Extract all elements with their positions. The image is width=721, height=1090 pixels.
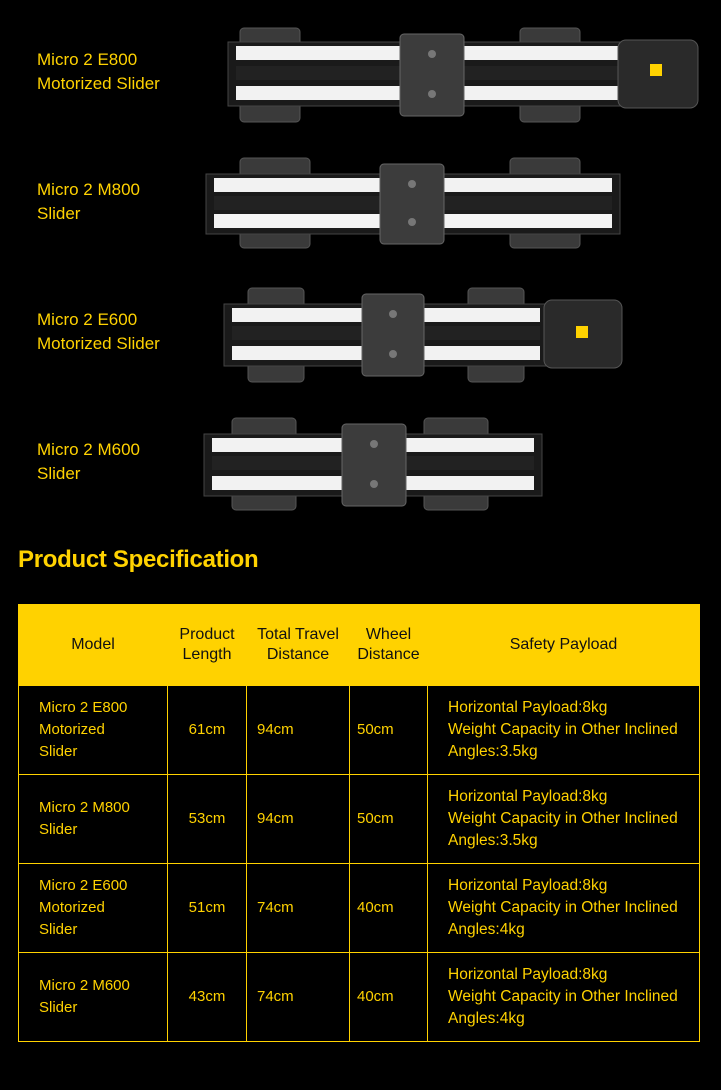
slider-m600-image	[0, 410, 721, 520]
product-e600	[0, 280, 721, 390]
spec-header-row	[19, 605, 700, 686]
cell-length: 53cm	[168, 775, 247, 864]
slider-e800-image	[0, 20, 721, 130]
table-row	[19, 686, 700, 775]
spec-table	[18, 604, 700, 1042]
cell-model: Micro 2 E600 Motorized Slider	[19, 864, 168, 953]
cell-length: 43cm	[168, 953, 247, 1042]
table-row	[19, 864, 700, 953]
cell-wheel: 40cm	[350, 864, 428, 953]
cell-length: 61cm	[168, 686, 247, 775]
product-name: Micro 2 M800 Slider	[37, 180, 140, 223]
product-name: Micro 2 E600 Motorized Slider	[37, 310, 160, 353]
cell-wheel: 40cm	[350, 953, 428, 1042]
cell-payload: Horizontal Payload:8kg Weight Capacity in Other Inclined Angles:3.5kg	[428, 686, 700, 775]
table-row	[19, 953, 700, 1042]
cell-payload: Horizontal Payload:8kg Weight Capacity in Other Inclined Angles:4kg	[428, 864, 700, 953]
slider-m800-image	[0, 150, 721, 260]
header-payload: Safety Payload	[428, 605, 700, 686]
product-e800	[0, 20, 721, 130]
cell-model: Micro 2 M600 Slider	[19, 953, 168, 1042]
carriage	[380, 164, 444, 244]
cell-travel: 94cm	[247, 686, 350, 775]
header-travel: Total Travel Distance	[247, 605, 350, 686]
header-wheel: Wheel Distance	[350, 605, 428, 686]
table-row	[19, 775, 700, 864]
product-name: Micro 2 E800 Motorized Slider	[37, 50, 160, 93]
cell-wheel: 50cm	[350, 686, 428, 775]
cell-model: Micro 2 M800 Slider	[19, 775, 168, 864]
product-m600	[0, 410, 721, 520]
header-length: Product Length	[168, 605, 247, 686]
carriage	[342, 424, 406, 506]
slider-e600-image	[0, 280, 721, 390]
product-m800	[0, 150, 721, 260]
cell-travel: 94cm	[247, 775, 350, 864]
cell-travel: 74cm	[247, 953, 350, 1042]
carriage	[400, 34, 464, 116]
cell-wheel: 50cm	[350, 775, 428, 864]
cell-model: Micro 2 E800 Motorized Slider	[19, 686, 168, 775]
cell-payload: Horizontal Payload:8kg Weight Capacity in Other Inclined Angles:3.5kg	[428, 775, 700, 864]
product-name: Micro 2 M600 Slider	[37, 440, 140, 483]
cell-travel: 74cm	[247, 864, 350, 953]
header-model: Model	[19, 605, 168, 686]
carriage	[362, 294, 424, 376]
cell-payload: Horizontal Payload:8kg Weight Capacity in Other Inclined Angles:4kg	[428, 953, 700, 1042]
cell-length: 51cm	[168, 864, 247, 953]
spec-title: Product Specification	[18, 546, 259, 573]
